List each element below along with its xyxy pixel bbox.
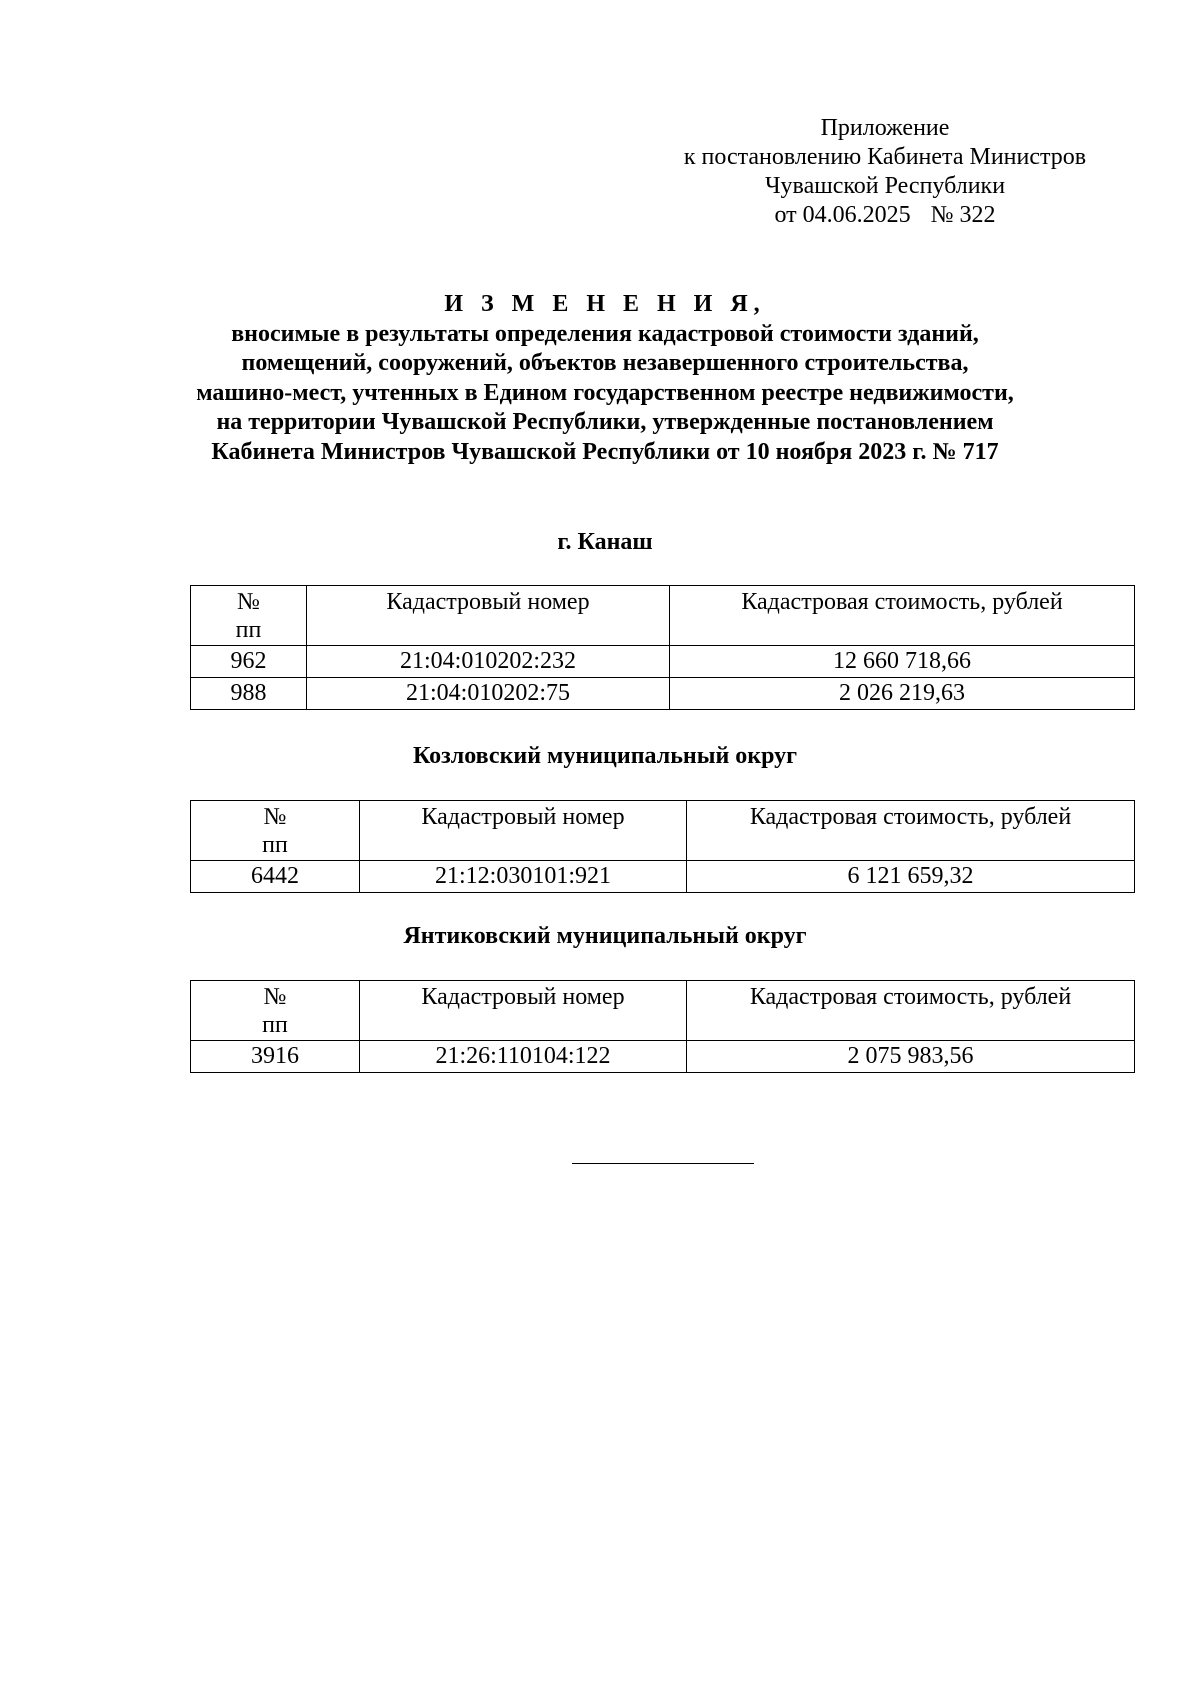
document-title: И З М Е Н Е Н И Я,: [444, 291, 766, 317]
title-line-1: вносимые в результаты определения кадастровой стоимости зданий,: [231, 320, 979, 347]
title-line-4: на территории Чувашской Республики, утвержденные постановлением: [216, 409, 994, 435]
appendix-republic: Чувашской Республики: [764, 173, 1006, 199]
cell-cadastral-number: 21:04:010202:75: [307, 678, 670, 710]
cell-num: 3916: [191, 1041, 360, 1073]
cell-cadastral-value: 2 026 219,63: [670, 678, 1135, 710]
header-cadastral-number: Кадастровый номер: [360, 981, 687, 1041]
title-line-3: машино-мест, учтенных в Едином государственном реестре недвижимости,: [196, 379, 1014, 406]
appendix-label: Приложение: [820, 115, 950, 141]
table-row: [191, 678, 1135, 710]
section-heading-kozlovsky: Козловский муниципальный округ: [412, 743, 798, 769]
appendix-date-line: [660, 201, 1110, 230]
cell-cadastral-number: 21:12:030101:921: [360, 861, 687, 893]
header-cadastral-number: Кадастровый номер: [307, 586, 670, 646]
header-cadastral-value: Кадастровая стоимость, рублей: [670, 586, 1135, 646]
header-cadastral-number: Кадастровый номер: [360, 801, 687, 861]
cell-cadastral-value: 6 121 659,32: [687, 861, 1135, 893]
table-header-row: [191, 801, 1135, 861]
title-line-2: помещений, сооружений, объектов незавершенного строительства,: [241, 350, 969, 376]
cell-num: 6442: [191, 861, 360, 893]
end-of-document-line: [572, 1163, 754, 1164]
table-row: [191, 861, 1135, 893]
cadastral-table-yantikovsky: [190, 980, 1135, 1073]
header-num: № пп: [191, 586, 307, 646]
appendix-number: № 322: [930, 202, 996, 228]
cell-cadastral-value: 2 075 983,56: [687, 1041, 1135, 1073]
table-header-row: [191, 586, 1135, 646]
title-line-5: Кабинета Министров Чувашской Республики от 10 ноября 2023 г. № 717: [211, 438, 999, 465]
appendix-block: [660, 114, 1110, 230]
document-title-block: [190, 290, 1020, 467]
cell-cadastral-value: 12 660 718,66: [670, 646, 1135, 678]
section-heading-kanash: г. Канаш: [557, 529, 653, 555]
cell-num: 962: [191, 646, 307, 678]
table-header-row: [191, 981, 1135, 1041]
appendix-resolution-ref: к постановлению Кабинета Министров: [683, 144, 1087, 170]
header-num: № пп: [191, 981, 360, 1041]
cadastral-table-kanash: [190, 585, 1135, 710]
section-heading-yantikovsky: Янтиковский муниципальный округ: [403, 923, 807, 949]
table-row: [191, 646, 1135, 678]
appendix-date: от 04.06.2025: [774, 202, 911, 228]
header-cadastral-value: Кадастровая стоимость, рублей: [687, 801, 1135, 861]
cell-cadastral-number: 21:04:010202:232: [307, 646, 670, 678]
header-cadastral-value: Кадастровая стоимость, рублей: [687, 981, 1135, 1041]
table-row: [191, 1041, 1135, 1073]
cell-cadastral-number: 21:26:110104:122: [360, 1041, 687, 1073]
header-num: № пп: [191, 801, 360, 861]
cell-num: 988: [191, 678, 307, 710]
cadastral-table-kozlovsky: [190, 800, 1135, 893]
